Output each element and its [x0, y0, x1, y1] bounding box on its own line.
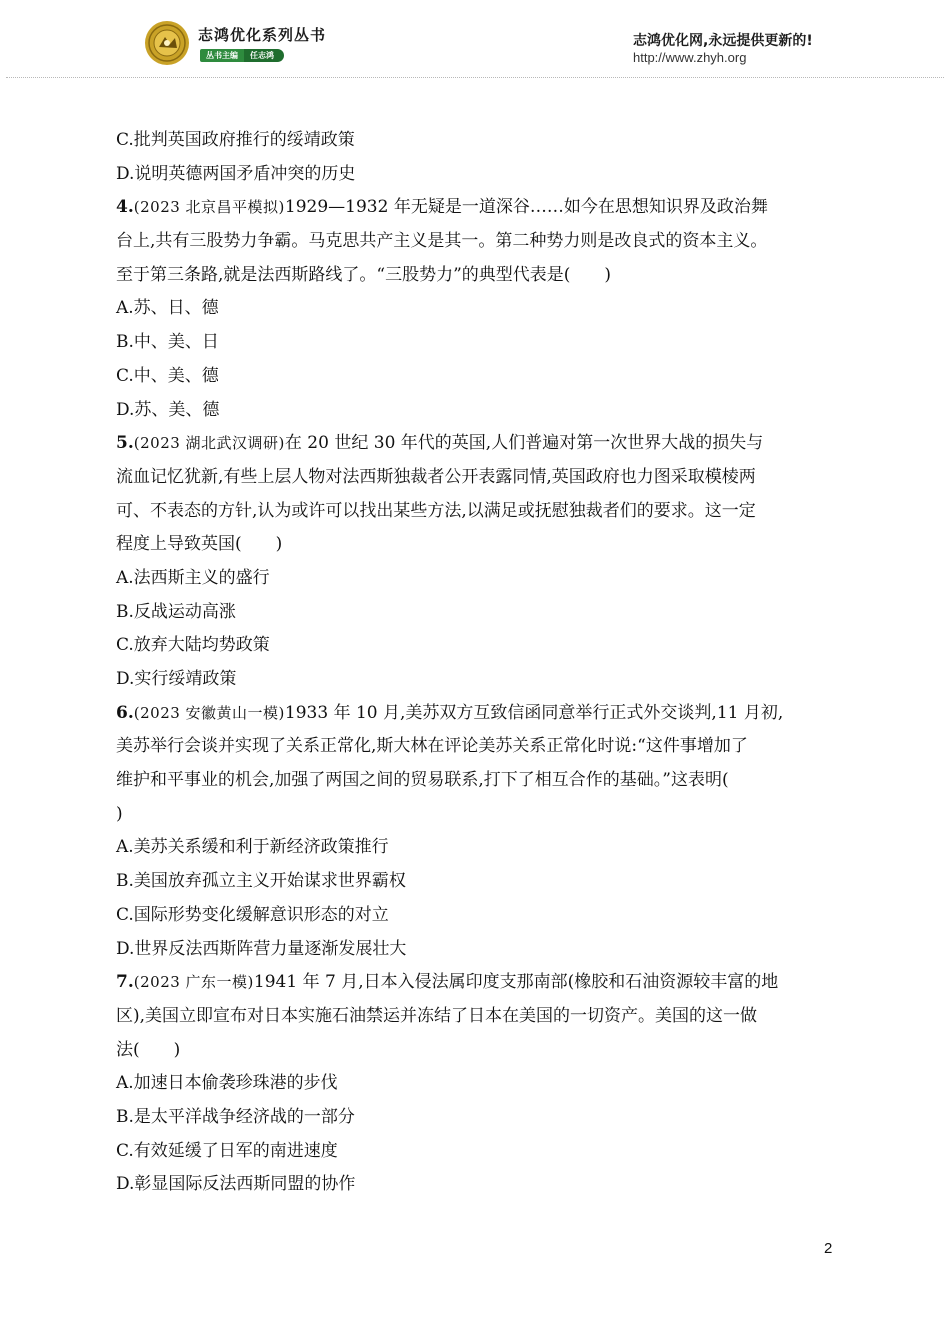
question-text: 1929—1932 年无疑是一道深谷……如今在思想知识界及政治舞: [284, 197, 768, 218]
question-number: 7.: [116, 972, 134, 993]
question-text: 1941 年 7 月,日本入侵法属印度支那南部(橡胶和石油资源较丰富的地: [253, 972, 779, 993]
header-url[interactable]: http://www.zhyh.org: [633, 50, 747, 65]
question-text-line: 可、不表态的方针,认为或许可以找出某些方法,以满足或抚慰独裁者们的要求。这一定: [116, 500, 756, 521]
option-line: A.法西斯主义的盛行: [116, 567, 270, 588]
page-header: [0, 0, 950, 82]
option-line: A.美苏关系缓和利于新经济政策推行: [116, 837, 389, 858]
question-number: 5.: [116, 433, 134, 454]
option-line: A.苏、日、德: [116, 298, 219, 319]
option-line: D.彰显国际反法西斯同盟的协作: [116, 1174, 356, 1195]
option-line: D.实行绥靖政策: [116, 669, 237, 689]
option-line: D.苏、美、德: [116, 399, 220, 420]
header-divider: [6, 77, 944, 78]
editor-badge: [200, 48, 284, 62]
question-text-line: 美苏举行会谈并实现了关系正常化,斯大林在评论美苏关系正常化时说:“这件事增加了: [116, 736, 748, 757]
option-line: D.世界反法西斯阵营力量逐渐发展壮大: [116, 938, 407, 959]
question-source: (2023 安徽黄山一模): [133, 703, 285, 722]
page-number: 2: [824, 1240, 833, 1257]
question-text: 在 20 世纪 30 年代的英国,人们普遍对第一次世界大战的损失与: [284, 433, 764, 454]
option-line: C.有效延缓了日军的南进速度: [116, 1140, 338, 1161]
option-line: B.反战运动高涨: [116, 601, 236, 622]
question-text: 1933 年 10 月,美苏双方互致信函同意举行正式外交谈判,11 月初,: [284, 702, 784, 723]
option-line: B.美国放弃孤立主义开始谋求世界霸权: [116, 871, 406, 892]
question-text-line: 维护和平事业的机会,加强了两国之间的贸易联系,打下了相互合作的基础。”这表明(: [116, 770, 729, 791]
question-source: (2023 北京昌平模拟): [133, 198, 285, 217]
question-text-line: 法( ): [116, 1039, 181, 1060]
question-number: 6.: [116, 702, 134, 723]
option-line: C.放弃大陆均势政策: [116, 635, 270, 656]
option-line: C.国际形势变化缓解意识形态的对立: [116, 904, 389, 925]
question-text-line: 程度上导致英国( ): [116, 534, 283, 555]
question-7-stem: [116, 966, 836, 1000]
seal-logo-icon: [144, 20, 190, 66]
question-source: (2023 湖北武汉调研): [133, 434, 285, 453]
question-text-line: 区),美国立即宣布对日本实施石油禁运并冻结了日本在美国的一切资产。美国的这一做: [116, 1005, 758, 1026]
header-slogan: 志鸿优化网,永远提供更新的!: [633, 33, 813, 49]
question-content: [116, 124, 836, 1202]
option-line: C.批判英国政府推行的绥靖政策: [116, 130, 355, 150]
question-5-stem: [116, 427, 836, 461]
question-source: (2023 广东一模): [133, 973, 254, 992]
question-number: 4.: [116, 197, 134, 218]
option-line: A.加速日本偷袭珍珠港的步伐: [116, 1073, 338, 1094]
question-text-line: 流血记忆犹新,有些上层人物对法西斯独裁者公开表露同情,英国政府也力图采取模棱两: [116, 466, 756, 487]
question-text-line: 台上,共有三股势力争霸。马克思共产主义是其一。第二种势力则是改良式的资本主义。: [116, 231, 768, 252]
option-line: C.中、美、德: [116, 365, 219, 386]
option-line: B.中、美、日: [116, 332, 219, 353]
option-line: D.说明英德两国矛盾冲突的历史: [116, 163, 356, 184]
series-title: 志鸿优化系列丛书: [198, 26, 327, 44]
editor-label: 丛书主编: [200, 49, 244, 62]
editor-name: 任志鸿: [244, 49, 284, 62]
question-4-stem: [116, 191, 836, 225]
question-text-line: ): [116, 803, 123, 824]
option-line: B.是太平洋战争经济战的一部分: [116, 1106, 355, 1127]
question-text-line: 至于第三条路,就是法西斯路线了。“三股势力”的典型代表是( ): [116, 264, 612, 285]
question-6-stem: [116, 697, 836, 731]
